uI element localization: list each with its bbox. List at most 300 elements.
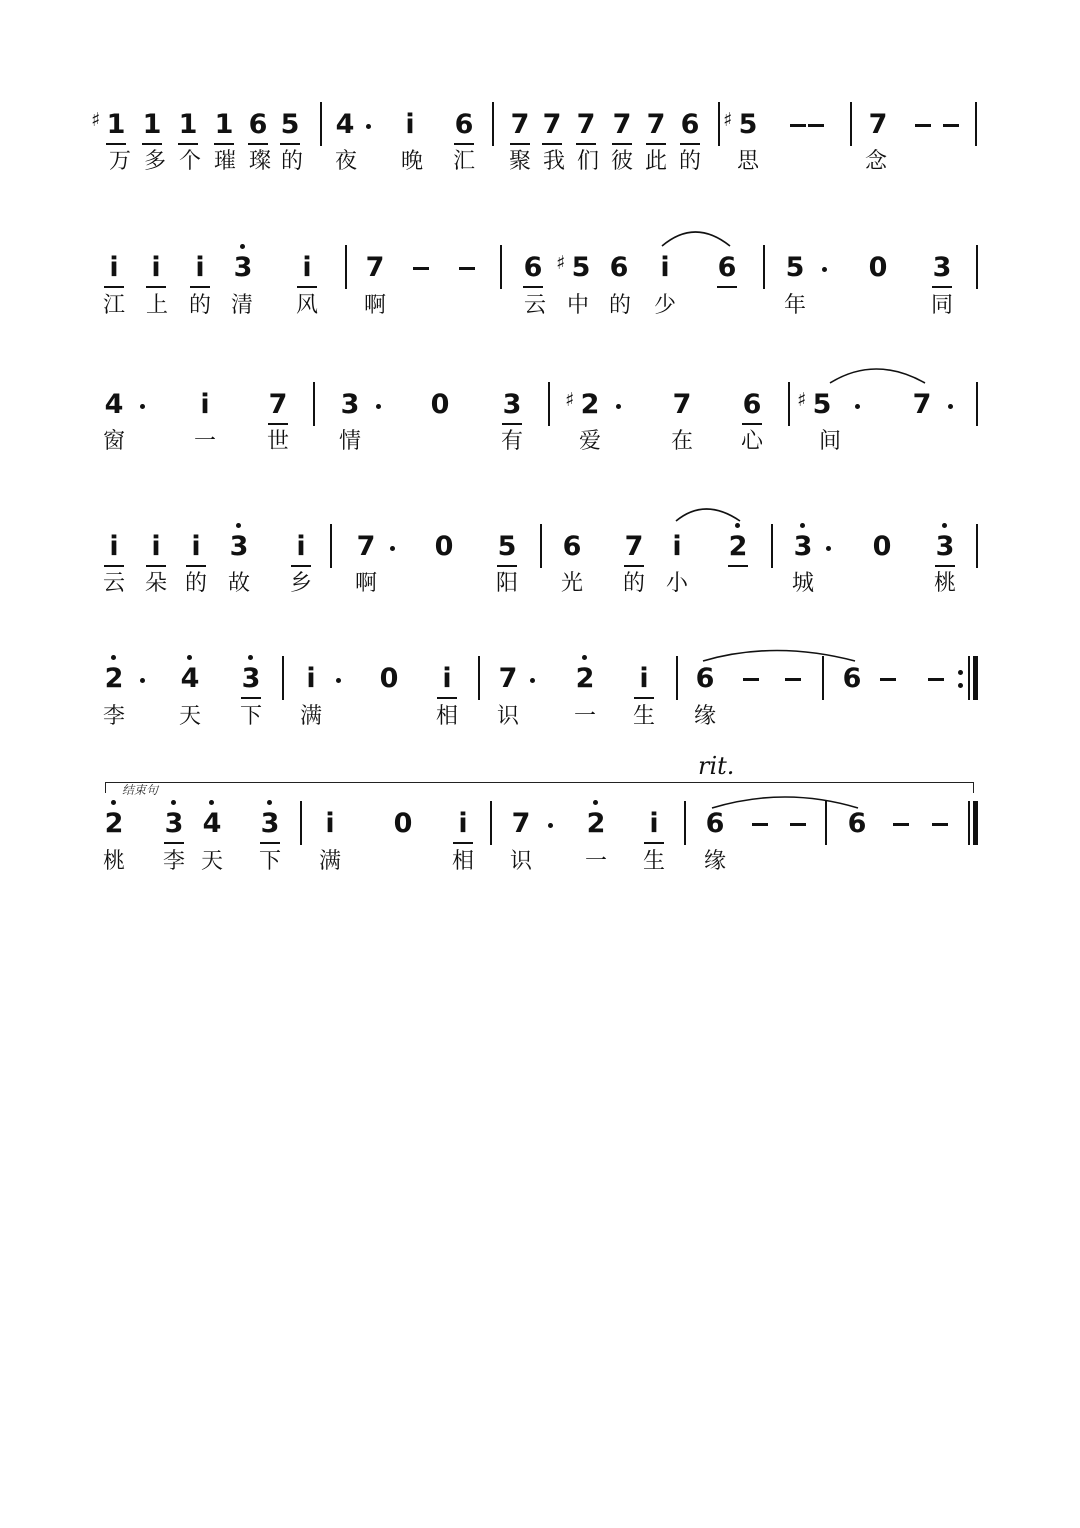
eighth-underline (280, 143, 300, 145)
note-digit: 2 (575, 663, 595, 694)
eighth-underline (624, 565, 644, 567)
lyric-char: 一 (584, 849, 607, 874)
lyric-char: 故 (227, 571, 250, 596)
augmentation-dot (390, 546, 395, 551)
note-digit: 4 (180, 663, 200, 694)
note-digit: 6 (742, 389, 762, 420)
eighth-underline (214, 143, 234, 145)
barline (313, 382, 315, 426)
lyric-char: 间 (818, 429, 841, 454)
eighth-underline (453, 842, 473, 844)
note (565, 389, 602, 420)
note-digit: i (151, 252, 161, 283)
note (212, 110, 236, 140)
note-digit: 2 (586, 808, 606, 839)
note-digit: 6 (454, 109, 474, 140)
note (231, 253, 255, 283)
note-digit: 2 (728, 531, 748, 562)
note (452, 110, 476, 140)
lyric-char: 同 (930, 293, 953, 318)
hold-dash (790, 823, 806, 826)
note-digit: 6 (248, 109, 268, 140)
lyric-char: 少 (653, 293, 676, 318)
note-digit: 4 (202, 808, 222, 839)
sharp-icon: ♯ (797, 389, 807, 411)
note (176, 110, 200, 140)
note (642, 809, 666, 839)
slur (662, 232, 730, 246)
note (693, 664, 717, 694)
octave-dot (582, 655, 587, 660)
note (338, 390, 362, 420)
note (266, 390, 290, 420)
note (866, 110, 890, 140)
lyric-char: 乡 (289, 571, 312, 596)
note (144, 532, 168, 562)
barline (490, 801, 492, 845)
eighth-underline (454, 143, 474, 145)
augmentation-dot (336, 678, 341, 683)
note-digit: 7 (576, 109, 596, 140)
barline (500, 245, 502, 289)
barline (976, 245, 978, 289)
note-digit: i (325, 808, 335, 839)
note-digit: i (639, 663, 649, 694)
note-digit: i (458, 808, 468, 839)
lyric-char: 一 (193, 429, 216, 454)
note-digit: 3 (164, 808, 184, 839)
lyric-char: 中 (566, 293, 589, 318)
hold-dash (785, 678, 801, 681)
eighth-underline (523, 286, 543, 288)
augmentation-dot (140, 404, 145, 409)
lyric-char: 光 (560, 571, 583, 596)
lyric-char: 阳 (495, 571, 518, 596)
hold-dash (459, 267, 475, 270)
coda-bracket (105, 782, 974, 793)
note (428, 390, 452, 420)
lyric-char: 有 (500, 429, 523, 454)
lyric-char: 爱 (578, 429, 601, 454)
note-digit: 6 (705, 808, 725, 839)
note (726, 532, 750, 562)
note (432, 532, 456, 562)
note-digit: 7 (511, 808, 531, 839)
eighth-underline (106, 143, 126, 145)
barline (300, 801, 302, 845)
note (574, 110, 598, 140)
tie (712, 797, 858, 808)
octave-dot (236, 523, 241, 528)
note (556, 252, 593, 283)
note-digit: 6 (609, 252, 629, 283)
lyric-char: 一 (573, 704, 596, 729)
note (508, 110, 532, 140)
note-digit: i (660, 252, 670, 283)
lyric-char: 彼 (610, 149, 633, 174)
note-digit: 5 (785, 252, 805, 283)
note (363, 253, 387, 283)
note-digit: 3 (260, 808, 280, 839)
augmentation-dot (548, 823, 553, 828)
final-barline (973, 801, 978, 845)
lyric-char: 璨 (248, 149, 271, 174)
note (521, 253, 545, 283)
lyric-char: 缘 (703, 849, 726, 874)
eighth-underline (297, 286, 317, 288)
lyric-char: 缘 (693, 704, 716, 729)
note-digit: 7 (646, 109, 666, 140)
lyric-char: 的 (188, 293, 211, 318)
barline (282, 656, 284, 700)
lyric-char: 小 (665, 571, 688, 596)
rit-marking: rit. (698, 752, 735, 780)
note (540, 110, 564, 140)
note (560, 532, 584, 562)
note (398, 110, 422, 140)
octave-dot (942, 523, 947, 528)
note (783, 253, 807, 283)
eighth-underline (717, 286, 737, 288)
note-digit: 2 (104, 808, 124, 839)
eighth-underline (542, 143, 562, 145)
note-digit: i (109, 252, 119, 283)
augmentation-dot (616, 404, 621, 409)
eighth-underline (932, 286, 952, 288)
note-digit: 3 (793, 531, 813, 562)
hold-dash (943, 124, 959, 127)
sharp-icon: ♯ (565, 389, 575, 411)
note-digit: 6 (847, 808, 867, 839)
note (610, 110, 634, 140)
hold-dash (743, 678, 759, 681)
barline (850, 102, 852, 146)
lyric-char: 聚 (508, 149, 531, 174)
octave-dot (735, 523, 740, 528)
note (665, 532, 689, 562)
note-digit: 0 (868, 252, 888, 283)
note-digit: i (302, 252, 312, 283)
lyric-char: 在 (670, 429, 693, 454)
note-digit: 5 (738, 109, 758, 140)
barline (763, 245, 765, 289)
hold-dash (915, 124, 931, 127)
lyric-char: 思 (736, 149, 759, 174)
note-digit: 1 (214, 109, 234, 140)
note-digit: i (672, 531, 682, 562)
note (866, 253, 890, 283)
note (573, 664, 597, 694)
eighth-underline (510, 143, 530, 145)
lyric-char: 相 (435, 704, 458, 729)
eighth-underline (634, 697, 654, 699)
note (495, 532, 519, 562)
note (910, 390, 934, 420)
note (318, 809, 342, 839)
note-digit: 7 (868, 109, 888, 140)
lyric-char: 满 (299, 704, 322, 729)
augmentation-dot (530, 678, 535, 683)
note (178, 664, 202, 694)
hold-dash (928, 678, 944, 681)
lyric-char: 念 (864, 149, 887, 174)
lyric-char: 识 (496, 704, 519, 729)
augmentation-dot (822, 267, 827, 272)
lyric-char: 心 (740, 429, 763, 454)
note-digit: i (442, 663, 452, 694)
lyric-char: 生 (642, 849, 665, 874)
eighth-underline (502, 423, 522, 425)
lyric-char: 啊 (354, 571, 377, 596)
note (391, 809, 415, 839)
barline (548, 382, 550, 426)
eighth-underline (742, 423, 762, 425)
note-digit: 7 (356, 531, 376, 562)
note (845, 809, 869, 839)
lyric-char: 云 (102, 571, 125, 596)
eighth-underline (164, 842, 184, 844)
note (723, 109, 760, 140)
lyric-char: 李 (102, 704, 125, 729)
note (258, 809, 282, 839)
note-digit: i (195, 252, 205, 283)
note (184, 532, 208, 562)
note-digit: 3 (340, 389, 360, 420)
eighth-underline (268, 423, 288, 425)
note (140, 110, 164, 140)
lyric-char: 生 (632, 704, 655, 729)
lyric-char: 相 (451, 849, 474, 874)
note (299, 664, 323, 694)
octave-dot (593, 800, 598, 805)
note-digit: i (151, 531, 161, 562)
note-digit: i (649, 808, 659, 839)
barline (975, 102, 977, 146)
tie (703, 651, 855, 662)
note (102, 390, 126, 420)
lyric-char: 世 (266, 429, 289, 454)
lyric-char: 满 (318, 849, 341, 874)
barline (822, 656, 824, 700)
barline (492, 102, 494, 146)
lyric-char: 天 (200, 849, 223, 874)
note-digit: 0 (379, 663, 399, 694)
barline (825, 801, 827, 845)
eighth-underline (178, 143, 198, 145)
hold-dash (880, 678, 896, 681)
note-digit: 3 (229, 531, 249, 562)
eighth-underline (146, 565, 166, 567)
lyric-char: 下 (239, 704, 262, 729)
octave-dot (248, 655, 253, 660)
eighth-underline (728, 565, 748, 567)
eighth-underline (935, 565, 955, 567)
repeat-dots (958, 670, 963, 696)
note-digit: i (200, 389, 210, 420)
note (102, 532, 126, 562)
lyric-char: 的 (608, 293, 631, 318)
note-digit: i (109, 531, 119, 562)
note-digit: 7 (268, 389, 288, 420)
note-digit: 7 (624, 531, 644, 562)
barline (478, 656, 480, 700)
octave-dot (111, 655, 116, 660)
lyric-char: 我 (542, 149, 565, 174)
note (193, 390, 217, 420)
barline (718, 102, 720, 146)
barline (330, 524, 332, 568)
lyric-char: 的 (280, 149, 303, 174)
eighth-underline (186, 565, 206, 567)
note-digit: 6 (680, 109, 700, 140)
note (200, 809, 224, 839)
note-digit: 7 (542, 109, 562, 140)
note (933, 532, 957, 562)
note-digit: 6 (523, 252, 543, 283)
note-digit: 0 (872, 531, 892, 562)
hold-dash (893, 823, 909, 826)
lyric-char: 的 (678, 149, 701, 174)
note-digit: 5 (497, 531, 517, 562)
lyric-char: 万 (108, 149, 131, 174)
note-digit: 7 (365, 252, 385, 283)
barline (320, 102, 322, 146)
lyric-char: 天 (178, 704, 201, 729)
note (91, 109, 128, 140)
lyric-char: 璀 (213, 149, 236, 174)
lyric-char: 情 (338, 429, 361, 454)
note-digit: 0 (393, 808, 413, 839)
octave-dot (800, 523, 805, 528)
note-digit: 5 (280, 109, 300, 140)
sharp-icon: ♯ (91, 109, 101, 131)
lyric-char: 云 (523, 293, 546, 318)
note (102, 809, 126, 839)
eighth-underline (291, 565, 311, 567)
note-digit: 1 (178, 109, 198, 140)
note (278, 110, 302, 140)
note-digit: 7 (498, 663, 518, 694)
augmentation-dot (855, 404, 860, 409)
note (227, 532, 251, 562)
eighth-underline (260, 842, 280, 844)
lyric-char: 的 (622, 571, 645, 596)
octave-dot (111, 800, 116, 805)
octave-dot (209, 800, 214, 805)
hold-dash (790, 124, 806, 127)
note (289, 532, 313, 562)
note (607, 253, 631, 283)
barline (684, 801, 686, 845)
hold-dash (808, 124, 824, 127)
lyric-char: 风 (295, 293, 318, 318)
note (644, 110, 668, 140)
lyric-char: 个 (178, 149, 201, 174)
lyric-char: 晚 (400, 149, 423, 174)
barline (968, 801, 970, 845)
note (715, 253, 739, 283)
note-digit: 1 (106, 109, 126, 140)
note (632, 664, 656, 694)
note-digit: i (306, 663, 316, 694)
eighth-underline (146, 286, 166, 288)
note-digit: i (191, 531, 201, 562)
lyric-char: 的 (184, 571, 207, 596)
barline (968, 656, 970, 700)
lyric-char: 年 (783, 293, 806, 318)
note-digit: 3 (935, 531, 955, 562)
note (333, 110, 357, 140)
note (791, 532, 815, 562)
note (584, 809, 608, 839)
note (162, 809, 186, 839)
note (435, 664, 459, 694)
barline (345, 245, 347, 289)
note-digit: 7 (510, 109, 530, 140)
eighth-underline (612, 143, 632, 145)
eighth-underline (680, 143, 700, 145)
note-digit: 5 (812, 389, 832, 420)
octave-dot (187, 655, 192, 660)
note-digit: 2 (580, 389, 600, 420)
lyric-char: 们 (576, 149, 599, 174)
note-digit: 0 (430, 389, 450, 420)
note-digit: i (405, 109, 415, 140)
note (102, 664, 126, 694)
lyric-char: 多 (143, 149, 166, 174)
note (870, 532, 894, 562)
note-digit: 6 (695, 663, 715, 694)
eighth-underline (646, 143, 666, 145)
note (451, 809, 475, 839)
lyric-char: 城 (791, 571, 814, 596)
lyric-char: 此 (644, 149, 667, 174)
slur (676, 509, 740, 521)
barline (976, 382, 978, 426)
augmentation-dot (140, 678, 145, 683)
augmentation-dot (376, 404, 381, 409)
note-digit: 4 (104, 389, 124, 420)
eighth-underline (142, 143, 162, 145)
note-digit: 3 (233, 252, 253, 283)
hold-dash (752, 823, 768, 826)
note-digit: 7 (672, 389, 692, 420)
note (102, 253, 126, 283)
octave-dot (171, 800, 176, 805)
lyric-char: 识 (509, 849, 532, 874)
note-digit: 7 (912, 389, 932, 420)
note-digit: 3 (241, 663, 261, 694)
lyric-char: 李 (162, 849, 185, 874)
lyric-char: 下 (258, 849, 281, 874)
note-digit: 6 (717, 252, 737, 283)
note (295, 253, 319, 283)
eighth-underline (104, 565, 124, 567)
coda-label: 结束句 (122, 783, 159, 797)
note-digit: 5 (571, 252, 591, 283)
note (653, 253, 677, 283)
note (246, 110, 270, 140)
lyric-char: 啊 (363, 293, 386, 318)
note (188, 253, 212, 283)
note (496, 664, 520, 694)
slur (830, 369, 925, 383)
augmentation-dot (826, 546, 831, 551)
lyric-char: 朵 (144, 571, 167, 596)
note (740, 390, 764, 420)
barline (676, 656, 678, 700)
eighth-underline (644, 842, 664, 844)
